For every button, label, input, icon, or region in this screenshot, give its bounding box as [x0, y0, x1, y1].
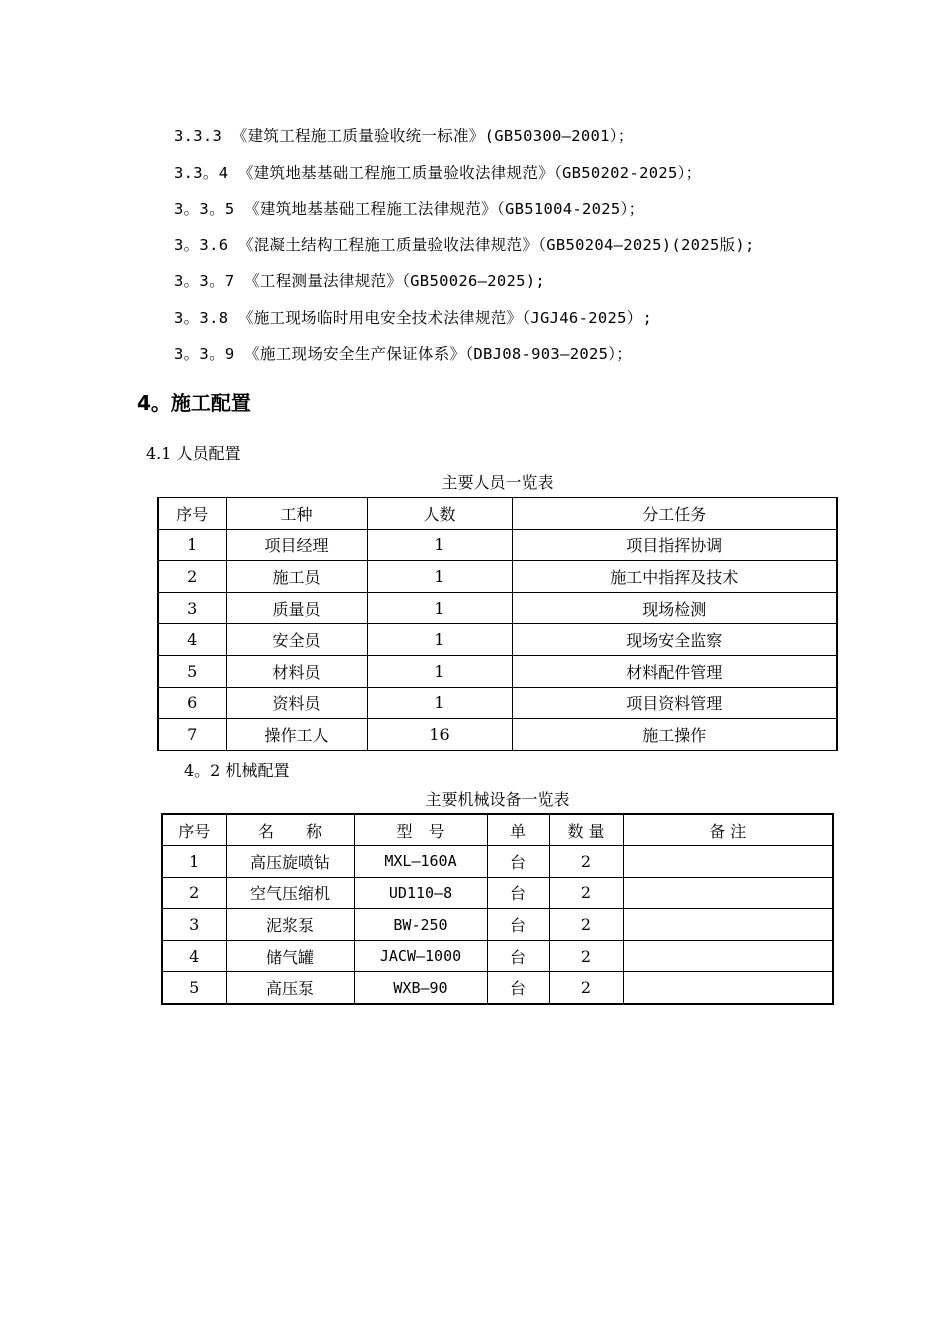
table-cell: 高压泵 — [226, 972, 354, 1004]
table-cell: 台 — [487, 972, 549, 1004]
table-cell: 5 — [158, 655, 226, 687]
table-cell: 质量员 — [226, 592, 367, 624]
table-cell: 项目资料管理 — [512, 687, 837, 719]
table-cell: 4 — [162, 940, 226, 972]
table-row — [158, 624, 837, 656]
table-row — [162, 846, 833, 878]
table-cell: 2 — [158, 561, 226, 593]
section-heading: 4。施工配置 — [137, 391, 251, 415]
header-cell: 型 号 — [354, 814, 487, 846]
table-row — [162, 940, 833, 972]
table-cell: 现场安全监察 — [512, 624, 837, 656]
machinery-subheading: 4。2 机械配置 — [184, 761, 290, 780]
table-cell: 1 — [162, 846, 226, 878]
table-cell: 2 — [549, 972, 623, 1004]
table-cell: 1 — [367, 687, 512, 719]
table-cell: 施工员 — [226, 561, 367, 593]
table-cell: 项目经理 — [226, 529, 367, 561]
table-cell: 材料员 — [226, 655, 367, 687]
table-cell: 台 — [487, 877, 549, 909]
table-cell — [623, 877, 833, 909]
table-cell: 泥浆泵 — [226, 909, 354, 941]
table-cell: 施工中指挥及技术 — [512, 561, 837, 593]
table-cell: MXL—160A — [354, 846, 487, 878]
table-cell: 安全员 — [226, 624, 367, 656]
reference-item: 3.3.3 《建筑工程施工质量验收统一标准》(GB50300—2001）； — [174, 127, 634, 145]
header-cell: 分工任务 — [512, 498, 837, 530]
table-cell: 操作工人 — [226, 719, 367, 751]
table-row — [158, 529, 837, 561]
table-cell: 材料配件管理 — [512, 655, 837, 687]
table-row — [158, 592, 837, 624]
header-cell: 名 称 — [226, 814, 354, 846]
table-cell: 1 — [367, 624, 512, 656]
table-row — [158, 655, 837, 687]
table-cell: 3 — [162, 909, 226, 941]
table-cell: 台 — [487, 940, 549, 972]
header-cell: 序号 — [162, 814, 226, 846]
header-cell: 数 量 — [549, 814, 623, 846]
table-cell: 储气罐 — [226, 940, 354, 972]
table-cell: 1 — [367, 561, 512, 593]
table-row — [158, 719, 837, 751]
table-cell: 施工操作 — [512, 719, 837, 751]
table-cell: 项目指挥协调 — [512, 529, 837, 561]
table-cell: 台 — [487, 909, 549, 941]
header-cell: 人数 — [367, 498, 512, 530]
machinery-table — [161, 813, 834, 1005]
table-cell: UD110—8 — [354, 877, 487, 909]
table-cell: 1 — [367, 592, 512, 624]
table-cell: 4 — [158, 624, 226, 656]
table-row — [162, 877, 833, 909]
header-cell: 单 — [487, 814, 549, 846]
table-cell: 16 — [367, 719, 512, 751]
table-cell: BW-250 — [354, 909, 487, 941]
header-cell: 备 注 — [623, 814, 833, 846]
table-cell — [623, 846, 833, 878]
reference-item: 3。3.8 《施工现场临时用电安全技术法律规范》（JGJ46-2025）; — [174, 309, 653, 327]
table-cell: 1 — [367, 655, 512, 687]
table-row — [162, 909, 833, 941]
table-cell — [623, 909, 833, 941]
table-cell: 6 — [158, 687, 226, 719]
reference-item: 3.3。4 《建筑地基基础工程施工质量验收法律规范》（GB50202-2025）； — [174, 164, 702, 182]
personnel-table — [157, 497, 838, 751]
machinery-table-caption: 主要机械设备一览表 — [425, 790, 570, 809]
table-cell: 现场检测 — [512, 592, 837, 624]
table-cell: 3 — [158, 592, 226, 624]
header-cell: 工种 — [226, 498, 367, 530]
table-header-row — [158, 498, 837, 530]
table-cell: 1 — [367, 529, 512, 561]
table-header-row — [162, 814, 833, 846]
table-cell — [623, 972, 833, 1004]
table-cell: 1 — [158, 529, 226, 561]
reference-item: 3。3.6 《混凝土结构工程施工质量验收法律规范》（GB50204—2025)(2025版); — [174, 236, 755, 254]
table-cell: 2 — [549, 940, 623, 972]
table-cell: 5 — [162, 972, 226, 1004]
reference-item: 3。3。9 《施工现场安全生产保证体系》（DBJ08-903—2025）； — [174, 345, 633, 363]
table-cell: 空气压缩机 — [226, 877, 354, 909]
reference-item: 3。3。5 《建筑地基基础工程施工法律规范》（GB51004-2025）； — [174, 200, 645, 218]
reference-item: 3。3。7 《工程测量法律规范》（GB50026—2025); — [174, 272, 546, 290]
table-cell: 高压旋喷钻 — [226, 846, 354, 878]
table-cell: 资料员 — [226, 687, 367, 719]
personnel-subheading: 4.1 人员配置 — [146, 444, 241, 463]
table-cell: WXB—90 — [354, 972, 487, 1004]
personnel-table-caption: 主要人员一览表 — [441, 473, 554, 492]
table-row — [162, 972, 833, 1004]
table-cell — [623, 940, 833, 972]
table-cell: 2 — [549, 846, 623, 878]
table-cell: 7 — [158, 719, 226, 751]
table-cell: JACW—1000 — [354, 940, 487, 972]
header-cell: 序号 — [158, 498, 226, 530]
table-row — [158, 687, 837, 719]
table-cell: 2 — [549, 909, 623, 941]
table-cell: 2 — [162, 877, 226, 909]
table-row — [158, 561, 837, 593]
table-cell: 台 — [487, 846, 549, 878]
table-cell: 2 — [549, 877, 623, 909]
